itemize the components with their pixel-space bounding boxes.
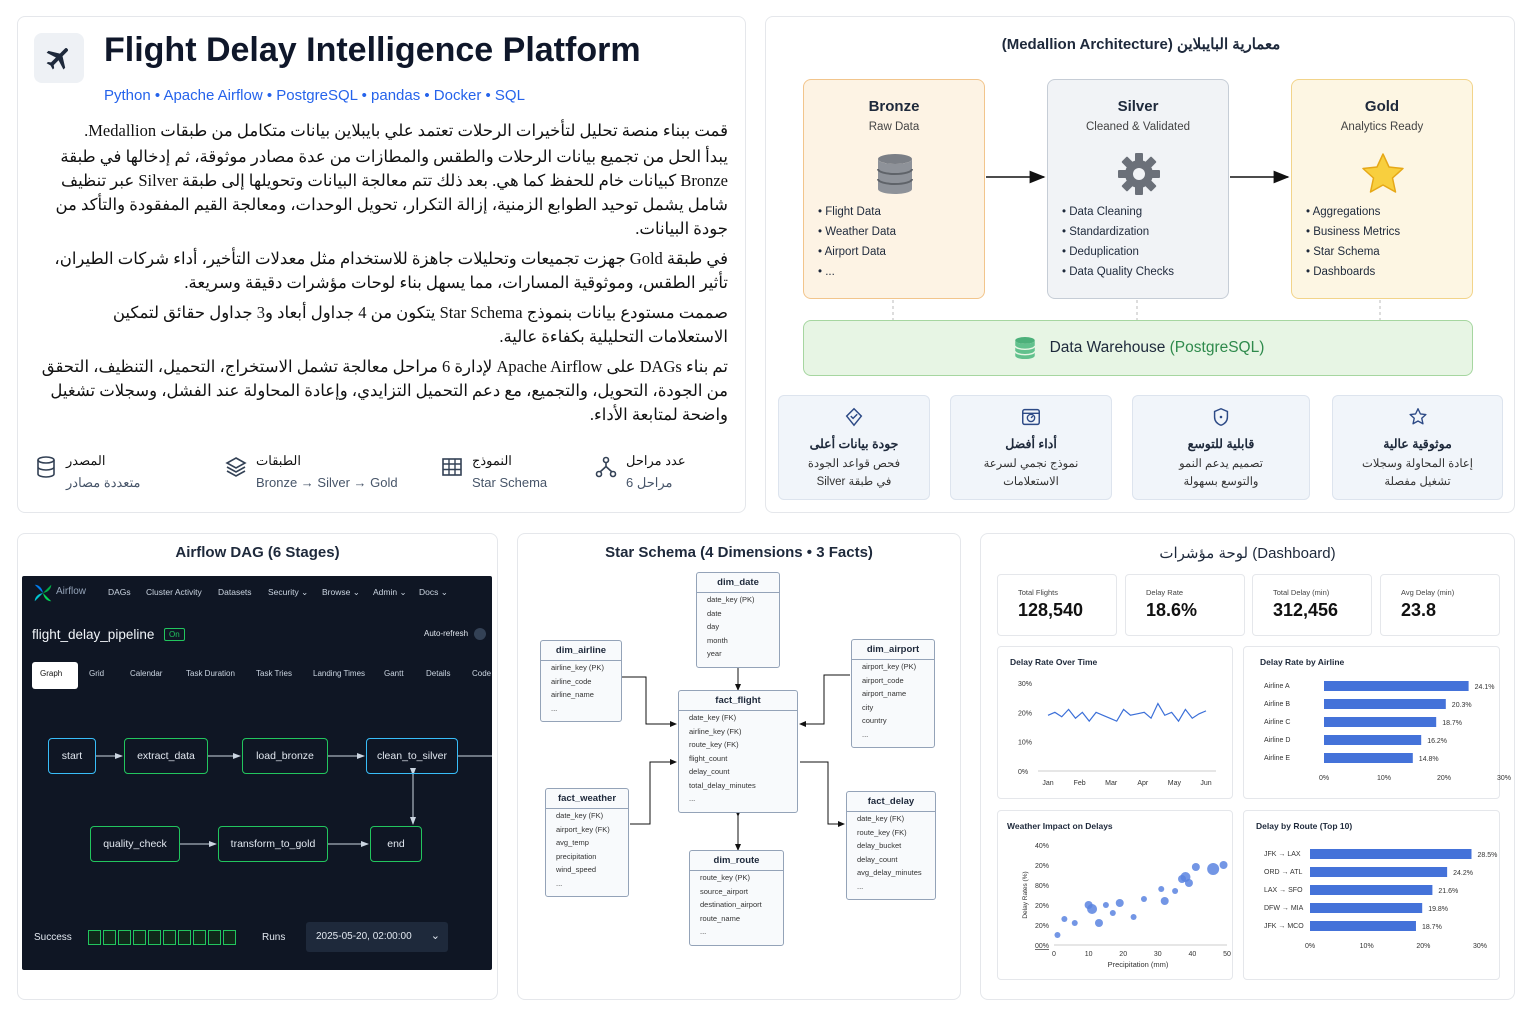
table-dim-route — [689, 850, 784, 946]
layer-item: • Star Schema — [1306, 246, 1400, 258]
table-dim-airline — [540, 640, 622, 722]
task-extract-data[interactable]: extract_data — [124, 738, 208, 774]
run-bar[interactable] — [133, 930, 146, 945]
bar-value-label: 24.2% — [1453, 870, 1473, 877]
layer-item: • Standardization — [1062, 226, 1174, 238]
bar-value-label: 24.1% — [1474, 684, 1495, 691]
table-column: country — [862, 716, 887, 725]
tab-calendar[interactable]: Calendar — [130, 669, 163, 678]
layer-item: • Aggregations — [1306, 206, 1400, 218]
bar-value-label: 16.2% — [1427, 738, 1448, 745]
table-column: city — [862, 702, 874, 712]
relation-line — [800, 762, 844, 824]
table-column: airport_code — [862, 675, 904, 685]
x-tick-label: 10% — [1359, 943, 1374, 950]
table-column: ... — [689, 794, 696, 803]
x-tick-label: 20% — [1436, 775, 1452, 782]
table-fact-weather — [545, 788, 629, 897]
architecture-title: (Medallion Architecture) معمارية البايبلاين — [1001, 36, 1281, 53]
tab-details[interactable]: Details — [426, 669, 451, 678]
bar-value-label: 18.7% — [1442, 720, 1463, 727]
auto-refresh-label: Auto-refresh — [424, 629, 469, 638]
layer-subtitle: Cleaned & Validated — [1086, 121, 1190, 133]
kpi-value: 18.6% — [1146, 600, 1198, 620]
scatter-point — [1061, 916, 1067, 922]
dag-name: flight_delay_pipeline — [32, 627, 155, 642]
x-axis-label: Precipitation (mm) — [1107, 960, 1169, 969]
layer-name: Gold — [1364, 98, 1400, 115]
feature-title: قابلية للتوسع — [1187, 437, 1255, 451]
table-name: dim_route — [690, 851, 783, 871]
project-description — [34, 119, 728, 433]
bar-category-label: JFK → MCO — [1264, 923, 1304, 930]
table-column: airport_key (PK) — [862, 662, 917, 671]
chart-delay-by-route — [1243, 810, 1500, 980]
layer-item: • Flight Data — [818, 206, 896, 218]
kpi-card — [1252, 574, 1372, 636]
stat-value: متعددة مصادر — [66, 475, 141, 490]
x-tick-label: 0% — [1318, 775, 1330, 782]
layer-item: • ... — [818, 266, 896, 278]
stat-model — [440, 453, 547, 490]
feature-desc: تشغيل مفصلة — [1384, 476, 1451, 488]
layer-item: • Data Cleaning — [1062, 206, 1174, 218]
y-tick-label: 20% — [1035, 903, 1050, 910]
gauge-icon — [1020, 406, 1042, 428]
table-name: fact_weather — [546, 789, 628, 809]
table-fact-flight — [678, 690, 798, 813]
x-tick-label: 20% — [1416, 943, 1431, 950]
task-start[interactable]: start — [48, 738, 96, 774]
scatter-point — [1161, 897, 1169, 905]
table-column: route_key (FK) — [689, 740, 739, 749]
x-tick-label: Jan — [1042, 780, 1054, 787]
kpi-label: Delay Rate — [1146, 588, 1184, 597]
feature-desc: تصميم يدعم النمو — [1179, 458, 1263, 470]
run-bar[interactable] — [118, 930, 131, 945]
table-column: date_key (FK) — [556, 811, 604, 820]
table-column: destination_airport — [700, 900, 762, 909]
nav-security[interactable]: Security ⌄ — [268, 587, 309, 597]
chart-title: Delay by Route (Top 10) — [1256, 821, 1353, 831]
y-tick-label: 10% — [1018, 739, 1033, 747]
bar — [1310, 849, 1472, 859]
table-column: flight_count — [689, 753, 728, 763]
star-schema-panel — [517, 533, 961, 1000]
y-tick-label: 80% — [1035, 883, 1050, 890]
x-tick-label: 40 — [1188, 951, 1197, 958]
stats-row — [34, 453, 734, 497]
x-tick-label: Mar — [1105, 780, 1118, 787]
table-column: year — [707, 649, 722, 658]
kpi-label: Avg Delay (min) — [1401, 588, 1455, 597]
stat-stages — [594, 453, 686, 491]
bar-category-label: ORD → ATL — [1264, 869, 1303, 876]
scatter-point — [1103, 902, 1109, 908]
kpi-label: Total Flights — [1018, 588, 1059, 597]
relation-line — [630, 762, 676, 824]
scatter-point — [1116, 899, 1124, 907]
layer-name: Bronze — [868, 98, 920, 115]
x-tick-label: 10% — [1376, 775, 1392, 782]
table-column: airline_key (PK) — [551, 663, 604, 672]
task-end[interactable]: end — [370, 826, 422, 862]
feature-card — [778, 395, 930, 500]
airflow-panel — [17, 533, 498, 1000]
bar-category-label: Airline B — [1264, 701, 1291, 708]
tab-graph[interactable]: Graph — [40, 669, 63, 678]
feature-desc: نموذج نجمي لسرعة — [983, 458, 1079, 470]
table-column: airport_name — [862, 689, 907, 698]
y-tick-label: 40% — [1035, 843, 1050, 850]
feature-title: جودة بيانات أعلى — [809, 437, 899, 451]
bar — [1324, 699, 1446, 709]
stat-value: Bronze → Silver → Gold — [256, 475, 398, 490]
x-tick-label: 0 — [1052, 951, 1056, 958]
table-column: route_key (FK) — [857, 827, 907, 837]
task-clean-to-silver[interactable]: clean_to_silver — [366, 738, 458, 774]
dag-toggle[interactable]: On — [164, 628, 185, 641]
diamond-check-icon — [843, 406, 865, 428]
scatter-point — [1054, 932, 1060, 938]
stat-source — [34, 453, 140, 491]
description-paragraph: صممت مستودع بيانات بنموذج Star Schema يتكون من 4 جداول أبعاد و3 جداول حقائق لتمكين الاستعلامات التحليلية بكفاءة عالية. — [112, 303, 728, 346]
schema-title: Star Schema (4 Dimensions • 3 Facts) — [605, 544, 873, 561]
scatter-point — [1095, 919, 1103, 927]
layer-arrows — [766, 17, 1516, 337]
table-column: route_key (PK) — [700, 873, 751, 882]
kpi-card — [1380, 574, 1500, 636]
table-column: ... — [862, 729, 869, 739]
chart-delay-over-time — [997, 646, 1233, 799]
x-tick-label: 30 — [1153, 951, 1162, 958]
x-tick-label: 10 — [1084, 951, 1093, 958]
workflow-icon — [594, 455, 618, 479]
table-column: date — [707, 608, 722, 618]
table-fact-delay — [846, 791, 936, 900]
x-tick-label: 30% — [1496, 775, 1512, 782]
stat-label: عدد مراحل — [626, 453, 686, 468]
run-bar[interactable] — [193, 930, 206, 945]
layers-icon — [224, 455, 248, 479]
feature-title: موثوقية عالية — [1383, 437, 1452, 451]
table-column: total_delay_minutes — [689, 780, 756, 790]
data-warehouse-bar — [803, 320, 1473, 376]
table-dim-date — [696, 572, 780, 668]
bar-category-label: LAX → SFO — [1264, 887, 1303, 894]
table-column: delay_bucket — [857, 841, 902, 850]
y-tick-label: 20% — [1035, 863, 1050, 870]
feature-desc: في طبقة Silver — [816, 476, 892, 488]
layer-subtitle: Analytics Ready — [1340, 121, 1424, 133]
architecture-panel — [765, 16, 1515, 513]
airplane-logo-icon — [34, 33, 84, 83]
x-tick-label: 20 — [1119, 951, 1128, 958]
table-column: ... — [700, 927, 707, 936]
bar — [1310, 885, 1432, 895]
bar-value-label: 18.7% — [1421, 924, 1442, 931]
y-tick-label: 00% — [1035, 943, 1050, 950]
table-column: delay_count — [689, 767, 730, 776]
dashboard-panel — [980, 533, 1515, 1000]
bar-value-label: 14.8% — [1418, 756, 1439, 763]
y-tick-label: 30% — [1018, 681, 1033, 688]
bar — [1324, 753, 1413, 763]
table-column: ... — [551, 703, 558, 713]
x-tick-label: May — [1167, 780, 1182, 787]
run-bar[interactable] — [223, 930, 236, 945]
nav-dags[interactable]: DAGs — [108, 587, 131, 597]
table-column: source_airport — [700, 886, 748, 896]
chart-title: Weather Impact on Delays — [1007, 821, 1113, 831]
run-bar[interactable] — [178, 930, 191, 945]
x-tick-label: Apr — [1137, 780, 1149, 787]
relation-line — [800, 675, 850, 724]
description-paragraph: قمت ببناء منصة تحليل لتأخيرات الرحلات تعتمد علي بايبلاين بيانات متكامل من طبقات Medallion. — [84, 121, 728, 140]
y-axis-label: Delay Rates (%) — [1022, 871, 1029, 919]
scatter-point — [1110, 910, 1116, 916]
scatter-point — [1220, 861, 1228, 869]
kpi-label: Total Delay (min) — [1273, 588, 1330, 597]
table-column: date_key (FK) — [857, 814, 905, 823]
y-tick-label: 20% — [1035, 923, 1050, 930]
table-column: airline_name — [551, 690, 594, 699]
tech-stack: Python • Apache Airflow • PostgreSQL • pandas • Docker • SQL — [104, 87, 525, 104]
feature-desc: الاستعلامات — [1003, 476, 1059, 488]
bar — [1324, 717, 1436, 727]
layer-item: • Airport Data — [818, 246, 896, 258]
table-column: month — [707, 635, 728, 645]
table-name: dim_airline — [541, 641, 621, 661]
stat-label: الطبقات — [256, 453, 301, 468]
table-column: date_key (FK) — [689, 713, 737, 722]
scatter-point — [1207, 863, 1219, 875]
x-tick-label: 50 — [1223, 951, 1231, 958]
run-bar[interactable] — [88, 930, 101, 945]
bar — [1310, 867, 1447, 877]
table-name: dim_airport — [852, 640, 934, 660]
table-column: day — [707, 622, 720, 631]
run-bar[interactable] — [148, 930, 161, 945]
scatter-point — [1185, 879, 1193, 887]
stat-layers — [224, 453, 398, 490]
dashboard-title: لوحة مؤشرات (Dashboard) — [1159, 545, 1336, 562]
bar-category-label: JFK → LAX — [1264, 851, 1301, 858]
nav-datasets[interactable]: Datasets — [218, 587, 252, 597]
bar-category-label: DFW → MIA — [1264, 905, 1304, 912]
chevron-down-icon: ⌄ — [430, 930, 440, 942]
bar — [1310, 903, 1422, 913]
table-column: delay_count — [857, 854, 898, 864]
layer-name: Silver — [1117, 98, 1159, 115]
scatter-point — [1158, 886, 1164, 892]
scatter-point — [1141, 896, 1147, 902]
layer-item: • Deduplication — [1062, 246, 1174, 258]
series-line — [1048, 704, 1206, 722]
run-select[interactable] — [306, 922, 448, 952]
chart-delay-by-airline — [1243, 646, 1512, 799]
kpi-card — [1125, 574, 1245, 636]
x-tick-label: Feb — [1073, 780, 1086, 787]
airflow-screenshot — [22, 576, 492, 970]
feature-card — [1132, 395, 1310, 500]
stat-value: 6 مراحل — [626, 475, 673, 490]
feature-card — [950, 395, 1112, 500]
kpi-value: 128,540 — [1018, 600, 1084, 620]
relation-line — [622, 677, 676, 724]
tab-landing-times[interactable]: Landing Times — [313, 669, 366, 678]
nav-admin[interactable]: Admin ⌄ — [373, 587, 407, 597]
tab-code[interactable]: Code — [472, 669, 492, 678]
table-column: airport_key (FK) — [556, 824, 610, 834]
task-load-bronze[interactable]: load_bronze — [242, 738, 328, 774]
table-column: airline_code — [551, 676, 592, 686]
kpi-card — [997, 574, 1117, 636]
scatter-point — [1192, 863, 1200, 871]
bar-category-label: Airline A — [1264, 683, 1290, 690]
nav-cluster-activity[interactable]: Cluster Activity — [146, 587, 202, 597]
kpi-value: 312,456 — [1273, 600, 1339, 620]
description-paragraph: تم بناء DAGs على Apache Airflow لإدارة 6 مراحل معالجة تشمل الاستخراج، التحميل، التنظيف، التحقق من الجودة، التحويل، والتجميع، مع دعم التحميل التزايدي، وإعادة المحاولة عند الفشل، وسجلات تشغيل واضحة لمتابعة الأداء. — [41, 357, 728, 424]
stat-label: النموذج — [472, 453, 512, 468]
x-tick-label: 0% — [1304, 943, 1316, 950]
y-tick-label: 20% — [1018, 710, 1033, 718]
table-column: ... — [556, 878, 563, 888]
database-icon — [34, 455, 58, 479]
nav-browse[interactable]: Browse ⌄ — [322, 587, 360, 597]
layer-item: • Dashboards — [1306, 266, 1400, 278]
table-name: dim_date — [697, 573, 779, 593]
x-tick-label: 30% — [1472, 943, 1488, 950]
layer-subtitle: Raw Data — [868, 121, 920, 133]
page-title: Flight Delay Intelligence Platform — [104, 31, 641, 69]
description-paragraph: يبدأ الحل من تجميع بيانات الرحلات والطقس والمطازات من عدة مصادر موثوقة، ثم إدخالها في طبقة Bronze كبيانات خام للحفظ كما هي. بعد ذلك تتم معالجة البيانات وتحويلها إلى طبقة Silver عبر تنظيف شامل يشمل توحيد الطوابع الزمنية، إزالة التكرار، تحويل الوحدات، ومعالجة القيم المفقودة والتأكد من جودة البيانات. — [55, 147, 728, 238]
bar — [1310, 921, 1416, 931]
stat-label: المصدر — [66, 453, 106, 468]
bar — [1324, 735, 1421, 745]
layer-item: • Business Metrics — [1306, 226, 1400, 238]
star-outline-icon — [1407, 406, 1429, 428]
stat-value: Star Schema — [472, 475, 548, 490]
feature-title: أداء أفضل — [1005, 437, 1057, 451]
scatter-point — [1087, 904, 1097, 914]
tab-grid[interactable]: Grid — [89, 669, 105, 678]
warehouse-label: Data Warehouse — [1049, 339, 1166, 356]
table-column: airline_key (FK) — [689, 726, 742, 736]
scatter-point — [1072, 920, 1078, 926]
table-column: precipitation — [556, 851, 597, 861]
layer-item: • Data Quality Checks — [1062, 266, 1174, 278]
table-name: fact_flight — [679, 691, 797, 711]
run-select-value: 2025-05-20, 02:00:00 — [316, 931, 412, 942]
table-name: fact_delay — [847, 792, 935, 812]
feature-desc: إعادة المحاولة وسجلات — [1362, 458, 1473, 470]
warehouse-sub: (PostgreSQL) — [1169, 339, 1265, 356]
table-column: avg_temp — [556, 838, 589, 847]
scatter-point — [1172, 888, 1178, 894]
description-paragraph: في طبقة Gold جهزت تجميعات وتحليلات جاهزة للاستخدام مثل معدلات التأخير، أداء شركات الطيران، تأثير الطقس، وموثوقية المسارات، مما يسهل بناء لوحات مؤشرات دقيقة وسريعة. — [54, 249, 728, 292]
feature-desc: والتوسع بسهولة — [1183, 476, 1259, 488]
feature-desc: فحص قواعد الجودة — [807, 458, 901, 470]
table-column: avg_delay_minutes — [857, 868, 922, 877]
layer-item: • Weather Data — [818, 226, 896, 238]
airflow-brand[interactable]: Airflow — [56, 586, 87, 597]
bar-value-label: 28.5% — [1477, 852, 1498, 859]
table-column: date_key (PK) — [707, 595, 755, 604]
bar — [1324, 681, 1469, 691]
run-bar[interactable] — [163, 930, 176, 945]
bar-value-label: 19.8% — [1428, 906, 1449, 913]
chart-title: Delay Rate by Airline — [1260, 657, 1345, 667]
run-history — [88, 930, 236, 945]
nav-docs[interactable]: Docs ⌄ — [419, 587, 448, 597]
run-bar[interactable] — [103, 930, 116, 945]
table-column: wind_speed — [556, 865, 597, 874]
bar-value-label: 20.3% — [1451, 702, 1472, 709]
tab-task-duration[interactable]: Task Duration — [186, 669, 235, 678]
task-quality-check[interactable]: quality_check — [90, 826, 180, 862]
bar-category-label: Airline C — [1264, 719, 1291, 726]
x-tick-label: Jun — [1200, 780, 1212, 787]
database-icon — [1012, 335, 1038, 361]
table-column: route_name — [700, 913, 741, 923]
chart-weather-impact — [997, 810, 1233, 980]
airflow-title: Airflow DAG (6 Stages) — [175, 544, 340, 561]
bar-value-label: 21.6% — [1438, 888, 1459, 895]
y-tick-label: 0% — [1018, 769, 1029, 776]
runs-label: Runs — [262, 932, 286, 943]
table-icon — [440, 455, 464, 479]
table-dim-airport — [851, 639, 935, 748]
tab-gantt[interactable]: Gantt — [384, 669, 404, 678]
kpi-value: 23.8 — [1401, 600, 1437, 620]
task-transform-to-gold[interactable]: transform_to_gold — [218, 826, 328, 862]
tab-task-tries[interactable]: Task Tries — [256, 669, 293, 678]
status-label: Success — [34, 932, 72, 943]
project-overview-panel — [17, 16, 746, 513]
shield-icon — [1210, 406, 1232, 428]
chart-title: Delay Rate Over Time — [1010, 657, 1098, 667]
table-column: ... — [857, 881, 864, 891]
feature-card — [1332, 395, 1503, 500]
bar-category-label: Airline E — [1264, 755, 1291, 762]
scatter-point — [1131, 914, 1137, 920]
bar-category-label: Airline D — [1264, 737, 1291, 744]
run-bar[interactable] — [208, 930, 221, 945]
